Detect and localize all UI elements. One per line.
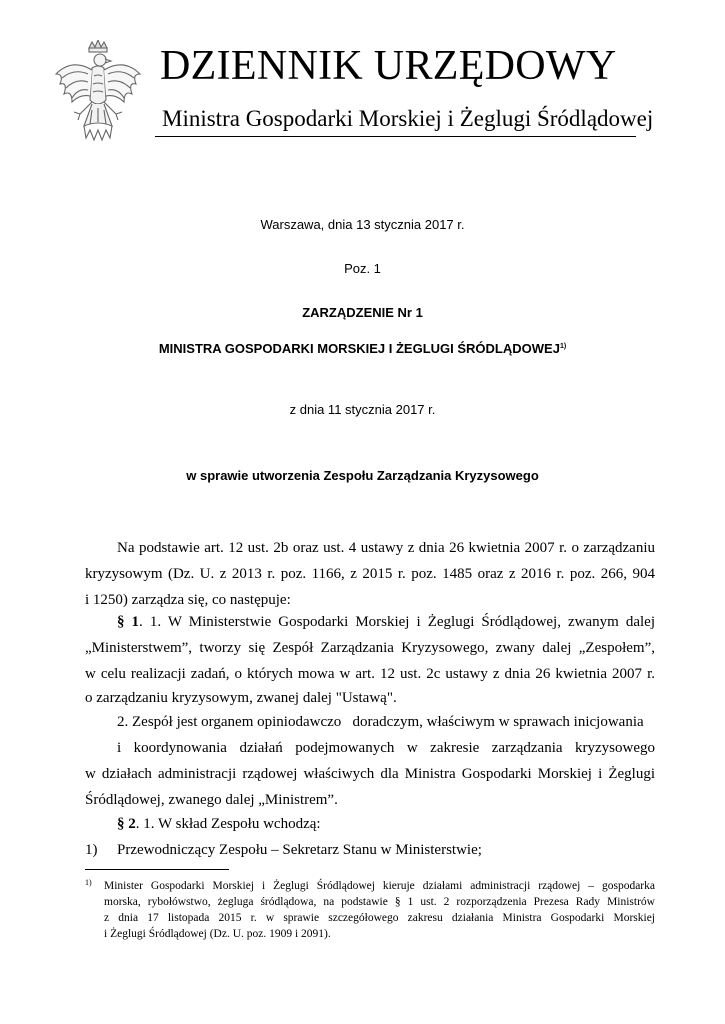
issuer-line: [0, 341, 725, 356]
footnote-divider: [85, 869, 229, 870]
paragraph-1-section-2-line: i koordynowania działań podejmowanych w zakresie zarządzania kryzysowego: [117, 740, 655, 756]
issuer-name: MINISTRA GOSPODARKI MORSKIEJ I ŻEGLUGI ŚRÓDLĄDOWEJ: [158, 341, 560, 356]
paragraph-1-line: „Ministerstwem”, tworzy się Zespół Zarządzania Kryzysowego, zwany dalej „Zespołem”,: [85, 640, 655, 656]
list-item-text: Przewodniczący Zespołu – Sekretarz Stanu w Ministerstwie;: [117, 842, 482, 858]
act-date: z dnia 11 stycznia 2017 r.: [289, 402, 436, 417]
footnote-line: z dnia 17 listopada 2015 r. w sprawie szczegółowego zakresu działania Ministra Gospodarki Morskiej: [104, 912, 655, 924]
journal-subtitle: Ministra Gospodarki Morskiej i Żeglugi Śródlądowej: [162, 106, 654, 131]
preamble-line: i 1250) zarządza się, co następuje:: [85, 592, 291, 608]
journal-title: DZIENNIK URZĘDOWY: [160, 43, 617, 89]
masthead-divider: [155, 136, 636, 137]
position-number: Poz. 1: [344, 261, 381, 276]
place-and-date: Warszawa, dnia 13 stycznia 2017 r.: [260, 217, 465, 232]
footnote-line: morska, rybołówstwo, żegluga śródlądowa, na podstawie § 1 ust. 2 rozporządzenia Prezesa Rady Ministrów: [104, 896, 655, 908]
paragraph-2-line: [117, 816, 655, 833]
paragraph-2-text: . 1. W skład Zespołu wchodzą:: [135, 816, 321, 832]
act-subject: w sprawie utworzenia Zespołu Zarządzania Kryzysowego: [186, 468, 539, 483]
paragraph-1-text: . 1. W Ministerstwie Gospodarki Morskiej i Żeglugi Śródlądowej, zwanym dalej: [139, 614, 656, 630]
list-item-number: 1): [85, 842, 98, 858]
paragraph-1-section-2-line: 2. Zespół jest organem opiniodawczo doradczym, właściwym w sprawach inicjowania: [117, 714, 644, 730]
footnote-line: i Żeglugi Śródlądowej (Dz. U. poz. 1909 i 2091).: [104, 928, 331, 940]
paragraph-1-line: w celu realizacji zadań, o których mowa w art. 12 ust. 2c ustawy z dnia 26 kwietnia 2007 r.: [85, 666, 655, 682]
preamble-line: kryzysowym (Dz. U. z 2013 r. poz. 1166, z 2015 r. poz. 1485 oraz z 2016 r. poz. 266, 904: [85, 566, 655, 582]
footnote-reference: 1): [559, 343, 567, 350]
paragraph-1-line: [117, 614, 655, 631]
paragraph-1-section-2-line: w działach administracji rządowej właściwych dla Ministra Gospodarki Morskiej i Żeglugi: [85, 766, 655, 782]
footnote-mark: 1): [85, 878, 92, 887]
paragraph-1-line: o zarządzaniu kryzysowym, zwanej dalej "Ustawą".: [85, 690, 397, 706]
eagle-emblem-icon: [50, 40, 146, 146]
paragraph-2-mark: § 2: [117, 816, 136, 832]
paragraph-1-mark: § 1: [117, 614, 140, 630]
paragraph-1-section-2-line: Śródlądowej, zwanego dalej „Ministrem”.: [85, 792, 338, 808]
act-title: ZARZĄDZENIE Nr 1: [302, 305, 423, 320]
preamble-line: Na podstawie art. 12 ust. 2b oraz ust. 4 ustawy z dnia 26 kwietnia 2007 r. o zarządzaniu: [117, 540, 655, 556]
footnote-line: Minister Gospodarki Morskiej i Żeglugi Śródlądowej kieruje działami administracji rządowej – gospodarka: [104, 880, 655, 892]
